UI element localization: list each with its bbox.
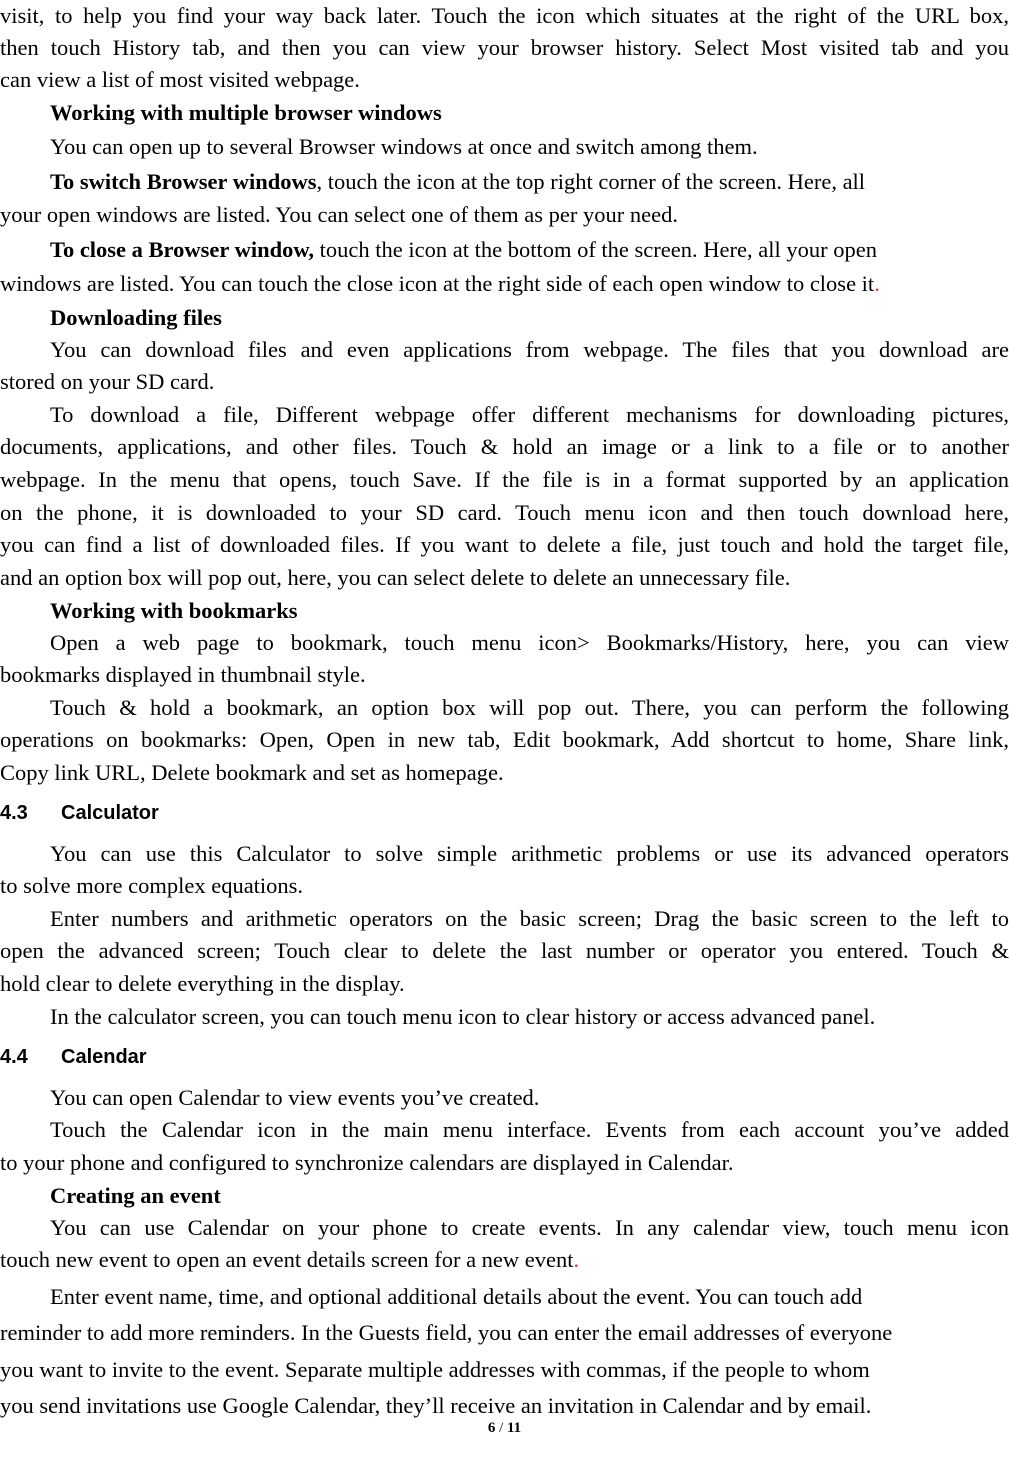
body-text-line: Enter numbers and arithmetic operators on the basic screen; Drag the basic screen to the left to bbox=[50, 906, 1009, 931]
body-text-line: In the calculator screen, you can touch menu icon to clear history or access advanced panel. bbox=[50, 1004, 876, 1029]
section-heading bbox=[0, 799, 1009, 827]
body-text-line: you can find a list of downloaded files. If you want to delete a file, just touch and hold the target file, bbox=[0, 532, 1009, 557]
body-text-line: can view a list of most visited webpage. bbox=[0, 67, 360, 92]
inline-bold-term: To close a Browser window, bbox=[50, 237, 314, 262]
body-text-line: to your phone and configured to synchronize calendars are displayed in Calendar. bbox=[0, 1150, 734, 1175]
body-text-line: Touch & hold a bookmark, an option box will pop out. There, you can perform the following bbox=[50, 695, 1009, 720]
body-text-line: reminder to add more reminders. In the Guests field, you can enter the email addresses of everyone bbox=[0, 1320, 893, 1345]
body-text-line: Enter event name, time, and optional additional details about the event. You can touch add bbox=[50, 1284, 863, 1309]
section-title: Calendar bbox=[61, 1046, 147, 1068]
body-text-line: hold clear to delete everything in the display. bbox=[0, 971, 405, 996]
page-number: 6 bbox=[487, 1420, 496, 1436]
body-text-line: webpage. In the menu that opens, touch Save. If the file is in a format supported by an application bbox=[0, 467, 1009, 492]
body-text-line bbox=[50, 234, 1009, 266]
inline-bold-term: To switch Browser windows bbox=[50, 169, 317, 194]
inline-text: windows are listed. You can touch the close icon at the right side of each open window to close it bbox=[0, 271, 875, 296]
body-text-line bbox=[50, 166, 1009, 198]
subheading-creating-event: Creating an event bbox=[50, 1183, 221, 1208]
body-text-line: to solve more complex equations. bbox=[0, 873, 304, 898]
body-text-line bbox=[0, 1244, 1009, 1276]
body-text-line: bookmarks displayed in thumbnail style. bbox=[0, 662, 366, 687]
body-text-line: operations on bookmarks: Open, Open in new tab, Edit bookmark, Add shortcut to home, Share link, bbox=[0, 727, 1009, 752]
body-text-line: and an option box will pop out, here, you can select delete to delete an unnecessary file. bbox=[0, 565, 791, 590]
section-heading bbox=[0, 1043, 1009, 1071]
body-text-line: your open windows are listed. You can select one of them as per your need. bbox=[0, 202, 678, 227]
body-text-line: you want to invite to the event. Separate multiple addresses with commas, if the people to whom bbox=[0, 1357, 870, 1382]
inline-text: , touch the icon at the top right corner of the screen. Here, all bbox=[316, 169, 866, 194]
section-title: Calculator bbox=[61, 802, 159, 824]
body-text-line: you send invitations use Google Calendar, they’ll receive an invitation in Calendar and by email. bbox=[0, 1393, 872, 1418]
section-number: 4.4 bbox=[0, 1046, 28, 1068]
body-text-line: documents, applications, and other files. Touch & hold an image or a link to a file or to another bbox=[0, 434, 1009, 459]
body-text-line: You can open Calendar to view events you’ve created. bbox=[50, 1085, 540, 1110]
body-text-line: Copy link URL, Delete bookmark and set as homepage. bbox=[0, 760, 504, 785]
section-number: 4.3 bbox=[0, 802, 28, 824]
page-footer bbox=[0, 1418, 1009, 1438]
body-text-line: then touch History tab, and then you can view your browser history. Select Most visited tab and you bbox=[0, 35, 1009, 60]
subheading-multiple-windows: Working with multiple browser windows bbox=[50, 100, 442, 125]
subheading-downloading-files: Downloading files bbox=[50, 305, 222, 330]
body-text-line: You can use Calendar on your phone to create events. In any calendar view, touch menu icon bbox=[50, 1215, 1009, 1240]
body-text-line: stored on your SD card. bbox=[0, 369, 215, 394]
body-text-line: To download a file, Different webpage offer different mechanisms for downloading pictures, bbox=[50, 402, 1009, 427]
body-text-line: You can use this Calculator to solve simple arithmetic problems or use its advanced operators bbox=[50, 841, 1009, 866]
inline-text: touch the icon at the bottom of the screen. Here, all your open bbox=[314, 237, 877, 262]
body-text-line: visit, to help you find your way back later. Touch the icon which situates at the right of the URL box, bbox=[0, 3, 1009, 28]
body-text-line: Open a web page to bookmark, touch menu icon> Bookmarks/History, here, you can view bbox=[50, 630, 1009, 655]
subheading-bookmarks: Working with bookmarks bbox=[50, 598, 298, 623]
page-separator: / bbox=[495, 1420, 507, 1436]
body-text-line: open the advanced screen; Touch clear to delete the last number or operator you entered. Touch & bbox=[0, 938, 1009, 963]
red-period: . bbox=[573, 1247, 580, 1272]
body-text-line bbox=[0, 268, 1009, 300]
body-text-line: You can download files and even applications from webpage. The files that you download are bbox=[50, 337, 1009, 362]
red-period: . bbox=[874, 271, 880, 296]
body-text-line: on the phone, it is downloaded to your SD card. Touch menu icon and then touch download here, bbox=[0, 500, 1009, 525]
inline-text: touch new event to open an event details screen for a new event bbox=[0, 1247, 574, 1272]
body-text-line: Touch the Calendar icon in the main menu interface. Events from each account you’ve added bbox=[50, 1117, 1009, 1142]
page-total: 11 bbox=[506, 1420, 522, 1436]
body-text-line: You can open up to several Browser windows at once and switch among them. bbox=[50, 134, 758, 159]
